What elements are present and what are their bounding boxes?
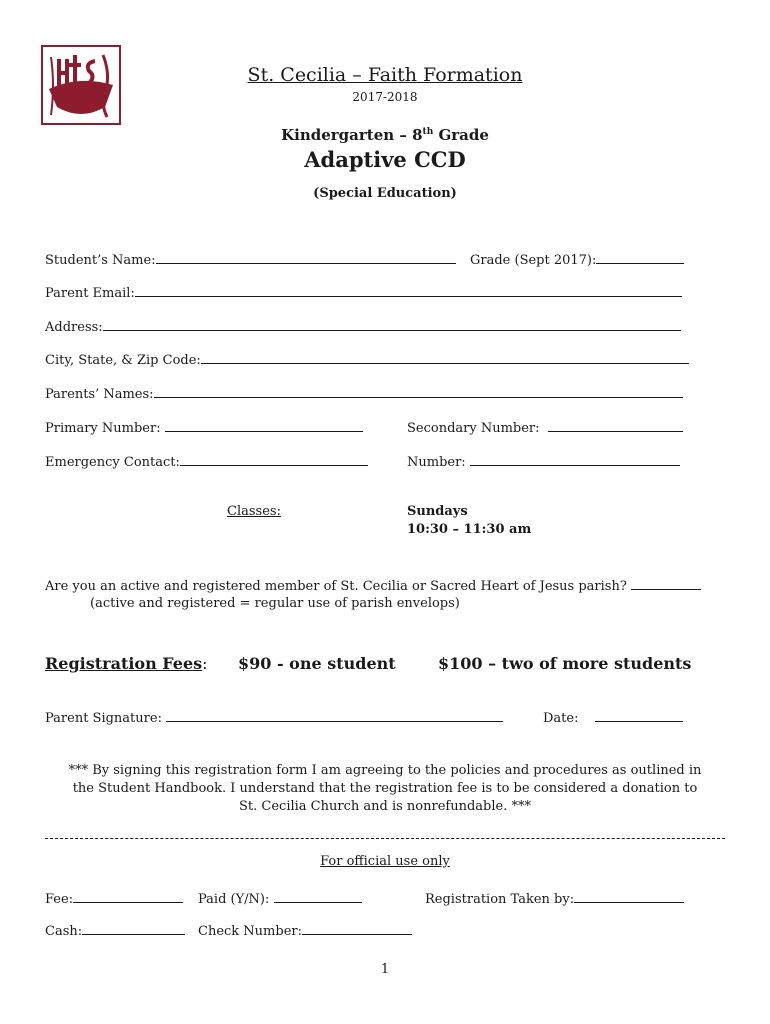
official-paid-field[interactable] — [198, 890, 362, 907]
address-field[interactable] — [45, 318, 681, 335]
agreement-line-2: the Student Handbook. I understand that the registration fee is to be considered a donation to — [72, 781, 698, 796]
official-cash-line[interactable] — [82, 922, 185, 935]
official-fee-line[interactable] — [73, 890, 183, 903]
date-field[interactable] — [543, 709, 683, 726]
grade-label: Grade (Sept 2017): — [470, 253, 597, 268]
parents-names-label: Parents’ Names: — [45, 387, 154, 402]
official-fee-label: Fee: — [45, 892, 74, 907]
secondary-number-field[interactable] — [407, 419, 683, 436]
official-cash-label: Cash: — [45, 924, 83, 939]
membership-answer-line[interactable] — [631, 577, 701, 590]
city-line[interactable] — [201, 351, 689, 364]
membership-question[interactable] — [45, 577, 701, 594]
fee-one-student: $90 - one student — [238, 654, 396, 673]
page-number: 1 — [380, 962, 390, 977]
official-check-number-line[interactable] — [302, 922, 412, 935]
student-name-label: Student’s Name: — [45, 253, 156, 268]
official-paid-line[interactable] — [274, 890, 362, 903]
official-taken-by-line[interactable] — [574, 890, 684, 903]
parent-signature-label: Parent Signature: — [45, 711, 162, 726]
address-line[interactable] — [103, 318, 681, 331]
parent-signature-field[interactable] — [45, 709, 503, 726]
org-title: St. Cecilia – Faith Formation — [247, 64, 523, 86]
official-check-number-label: Check Number: — [198, 924, 302, 939]
primary-number-line[interactable] — [165, 419, 363, 432]
date-line[interactable] — [595, 709, 683, 722]
official-fee-field[interactable] — [45, 890, 183, 907]
agreement-line-3: St. Cecilia Church and is nonrefundable. *** — [239, 799, 531, 814]
secondary-number-label: Secondary Number: — [407, 421, 540, 436]
secondary-number-line[interactable] — [548, 419, 683, 432]
school-year: 2017-2018 — [352, 90, 418, 104]
registration-fees-heading: Registration Fees: — [45, 654, 208, 673]
primary-number-field[interactable] — [45, 419, 363, 436]
classes-time: 10:30 – 11:30 am — [407, 522, 532, 537]
grade-line[interactable] — [596, 251, 684, 264]
parent-email-field[interactable] — [45, 284, 682, 301]
city-field[interactable] — [45, 351, 689, 368]
fee-more-students: $100 – two of more students — [438, 654, 692, 673]
parent-email-label: Parent Email: — [45, 286, 135, 301]
official-taken-by-label: Registration Taken by: — [425, 892, 575, 907]
city-label: City, State, & Zip Code: — [45, 353, 201, 368]
parent-email-line[interactable] — [135, 284, 682, 297]
dashed-divider — [45, 838, 725, 839]
official-check-number-field[interactable] — [198, 922, 412, 939]
classes-day: Sundays — [407, 504, 468, 519]
official-use-title: For official use only — [320, 854, 450, 869]
official-paid-label: Paid (Y/N): — [198, 892, 270, 907]
number-label: Number: — [407, 455, 466, 470]
number-field[interactable] — [407, 453, 680, 470]
student-name-field[interactable] — [45, 251, 456, 268]
emergency-contact-field[interactable] — [45, 453, 368, 470]
address-label: Address: — [45, 320, 103, 335]
emergency-contact-label: Emergency Contact: — [45, 455, 180, 470]
number-line[interactable] — [470, 453, 680, 466]
classes-label: Classes: — [227, 504, 281, 519]
parent-signature-line[interactable] — [166, 709, 503, 722]
grade-range: Kindergarten – 8th Grade — [281, 126, 489, 144]
emergency-contact-line[interactable] — [180, 453, 368, 466]
ihs-boat-logo-icon — [41, 45, 121, 125]
grade-field[interactable] — [470, 251, 684, 268]
primary-number-label: Primary Number: — [45, 421, 161, 436]
parents-names-field[interactable] — [45, 385, 683, 402]
membership-note: (active and registered = regular use of parish envelops) — [90, 596, 460, 611]
program-subtitle: (Special Education) — [313, 186, 457, 201]
agreement-line-1: *** By signing this registration form I am agreeing to the policies and procedures as outlined in — [68, 763, 702, 778]
official-taken-by-field[interactable] — [425, 890, 684, 907]
parents-names-line[interactable] — [154, 385, 683, 398]
official-cash-field[interactable] — [45, 922, 185, 939]
date-label: Date: — [543, 711, 579, 726]
student-name-line[interactable] — [156, 251, 456, 264]
membership-question-text: Are you an active and registered member of St. Cecilia or Sacred Heart of Jesus parish? — [45, 579, 627, 594]
program-title: Adaptive CCD — [304, 147, 466, 172]
